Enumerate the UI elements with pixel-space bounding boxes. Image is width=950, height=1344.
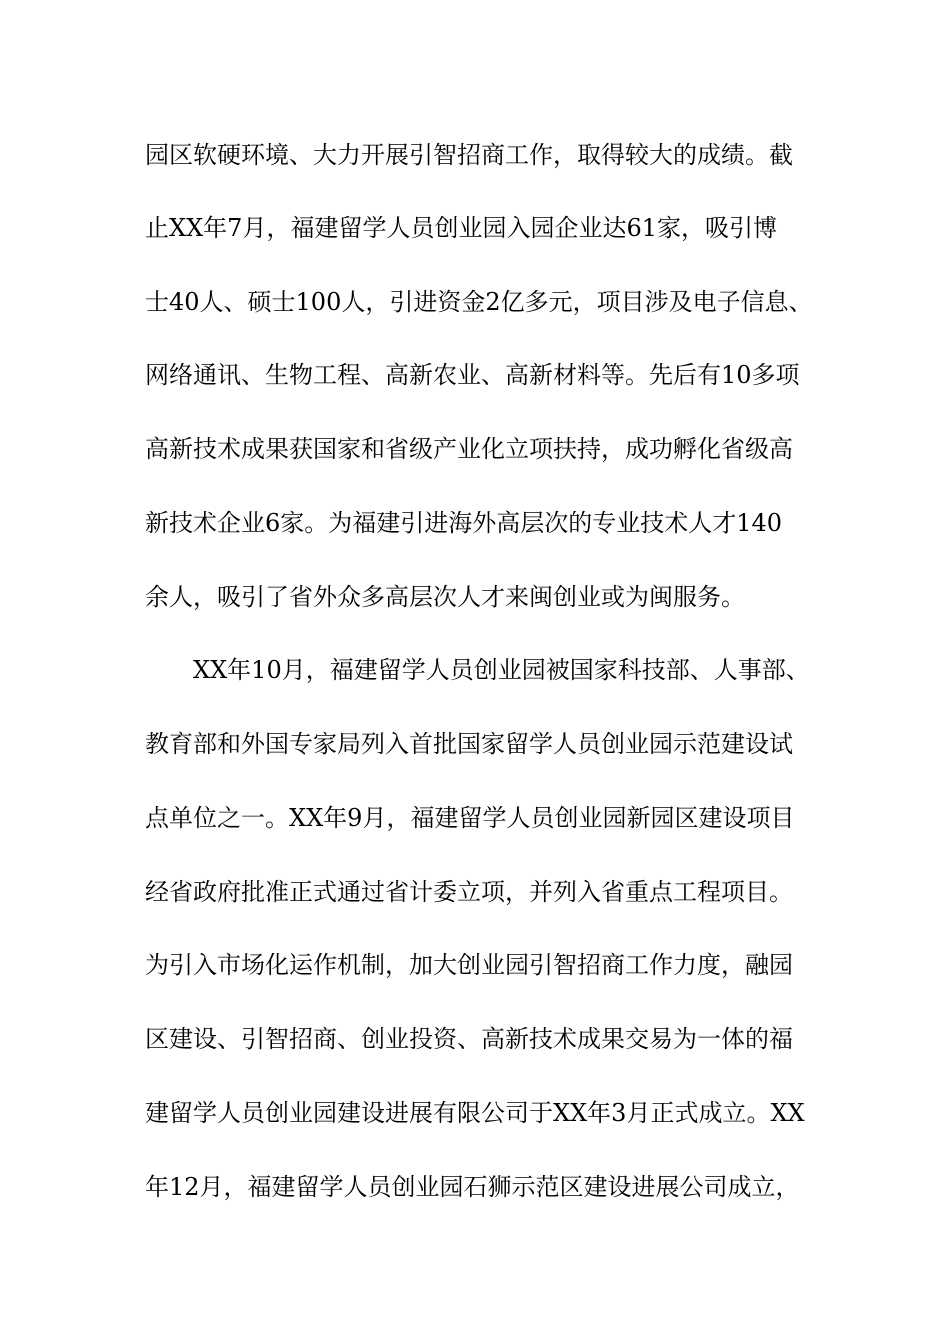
paragraph-line: 士40人、硕士100人，引进资金2亿多元，项目涉及电子信息、	[145, 288, 813, 316]
paragraph-line: 为引入市场化运作机制，加大创业园引智招商工作力度，融园	[145, 951, 793, 979]
paragraph-line: 园区软硬环境、大力开展引智招商工作，取得较大的成绩。截	[145, 141, 793, 169]
paragraph-line: 高新技术成果获国家和省级产业化立项扶持，成功孵化省级高	[145, 435, 793, 463]
paragraph-line: 止XX年7月，福建留学人员创业园入园企业达61家，吸引博	[145, 214, 777, 242]
paragraph-line: 网络通讯、生物工程、高新农业、高新材料等。先后有10多项	[145, 361, 800, 389]
paragraph-line: 新技术企业6家。为福建引进海外高层次的专业技术人才140	[145, 509, 783, 537]
paragraph-line: 建留学人员创业园建设进展有限公司于XX年3月正式成立。XX	[145, 1099, 805, 1127]
paragraph-line: 点单位之一。XX年9月，福建留学人员创业园新园区建设项目	[145, 804, 795, 832]
paragraph-line: 经省政府批准正式通过省计委立项，并列入省重点工程项目。	[145, 878, 793, 906]
paragraph-line: 年12月，福建留学人员创业园石狮示范区建设进展公司成立，	[145, 1173, 800, 1201]
paragraph-line: 余人，吸引了省外众多高层次人才来闽创业或为闽服务。	[145, 583, 745, 611]
paragraph-line: XX年10月，福建留学人员创业园被国家科技部、人事部、	[193, 656, 810, 684]
paragraph-line: 区建设、引智招商、创业投资、高新技术成果交易为一体的福	[145, 1025, 793, 1053]
paragraph-line: 教育部和外国专家局列入首批国家留学人员创业园示范建设试	[145, 730, 793, 758]
